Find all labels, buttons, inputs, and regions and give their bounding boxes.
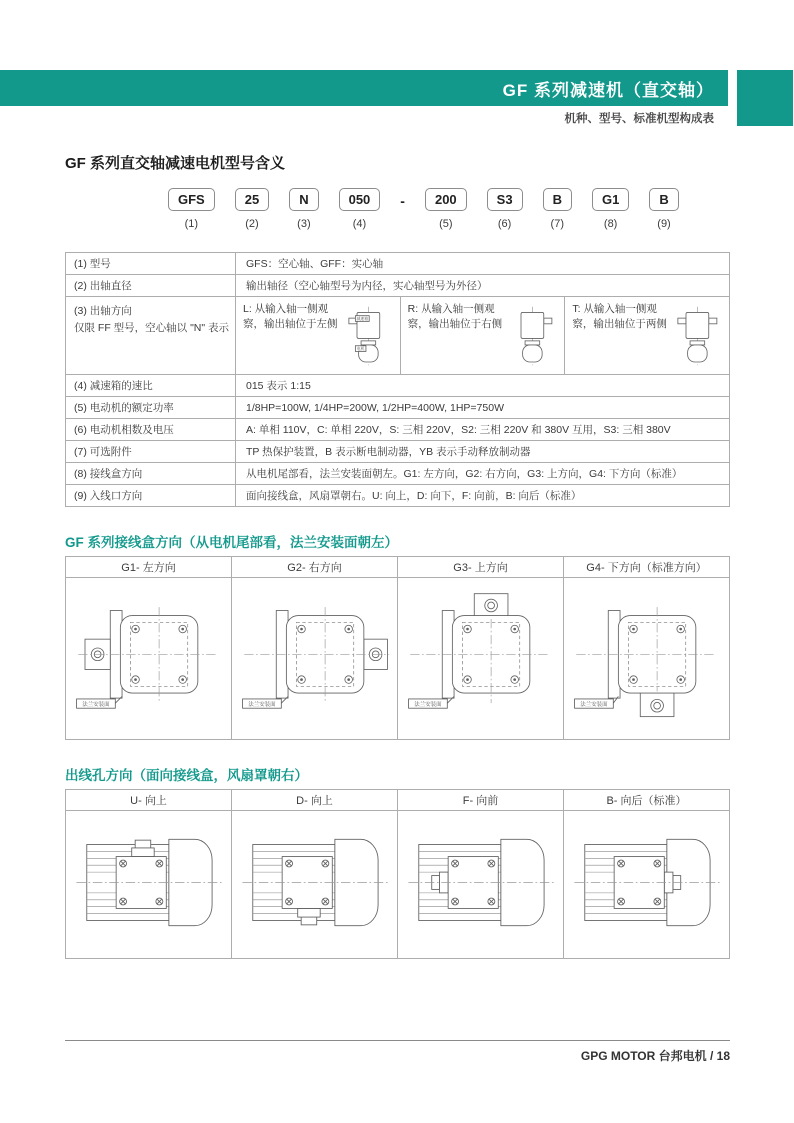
spec-value: GFS：空心轴、GFF：实心轴: [236, 253, 730, 275]
spec-value: 1/8HP=100W, 1/4HP=200W, 1/2HP=400W, 1HP=750W: [236, 397, 730, 419]
diagram-cell-f: [398, 811, 564, 959]
motor-side-view-gland-back-diagram: [569, 822, 725, 943]
table-row: [66, 463, 730, 485]
spec-value: 015 表示 1:15: [236, 375, 730, 397]
table-row: [66, 485, 730, 507]
junction-box-direction-table: [65, 556, 730, 740]
column-header-g1: G1- 左方向: [66, 557, 232, 578]
svg-text:法兰安装面: 法兰安装面: [247, 702, 276, 709]
table-row: [66, 441, 730, 463]
gearmotor-both-shaft-diagram: [673, 303, 725, 369]
shaft-option-left: [236, 297, 401, 374]
table-row: [66, 275, 730, 297]
table-header-row: [66, 790, 730, 811]
spec-label-line1: (3) 出轴方向: [74, 305, 132, 317]
model-code-segment: [339, 188, 381, 230]
header-subtitle: 机种、型号、标准机型构成表: [564, 113, 714, 125]
model-code-box: 25: [235, 188, 269, 211]
shaft-option-right: [401, 297, 566, 374]
column-header-f: F- 向前: [398, 790, 564, 811]
model-code-box: N: [289, 188, 318, 211]
diagram-cell-g3: [398, 578, 564, 740]
model-code-box: GFS: [168, 188, 215, 211]
motor-side-view-gland-down-diagram: [237, 822, 393, 943]
motor-rear-view-box-top-diagram: [405, 592, 557, 720]
model-code-segment: [543, 188, 572, 230]
table-row: [66, 397, 730, 419]
shaft-option-text: L: 从输入轴一侧观察，输出轴位于左侧: [243, 303, 338, 331]
table-header-row: [66, 557, 730, 578]
model-code-segment: [425, 188, 467, 230]
model-code-box: B: [649, 188, 678, 211]
table-row: [66, 419, 730, 441]
spec-value: A: 单相 110V，C: 单相 220V，S: 三相 220V，S2: 三相 220V 和 380V 互用，S3: 三相 380V: [236, 419, 730, 441]
model-code-box: S3: [487, 188, 523, 211]
spec-label-line2: 仅限 FF 型号，空心轴以 "N" 表示: [74, 321, 230, 334]
model-code-box: B: [543, 188, 572, 211]
column-header-d: D- 向上: [232, 790, 398, 811]
diagram-cell-g4: [564, 578, 730, 740]
model-code-segment: [168, 188, 215, 230]
spec-table: [65, 252, 730, 507]
svg-text:法兰安装面: 法兰安装面: [579, 702, 608, 709]
model-code-index: (5): [439, 218, 453, 230]
spec-value: TP 热保护装置，B 表示断电制动器，YB 表示手动释放制动器: [236, 441, 730, 463]
column-header-g3: G3- 上方向: [398, 557, 564, 578]
model-code-index: (2): [245, 218, 259, 230]
page-title: GF 系列直交轴减速电机型号含义: [65, 155, 285, 172]
model-code-index: (7): [550, 218, 564, 230]
motor-side-view-gland-front-diagram: [403, 822, 559, 943]
model-code-index: (9): [657, 218, 671, 230]
svg-text:法兰安装面: 法兰安装面: [413, 702, 442, 709]
header-corner-tab: [737, 70, 793, 126]
model-code-box: 200: [425, 188, 467, 211]
table-row-shaft-direction: [66, 297, 730, 375]
svg-text:减速箱: 减速箱: [356, 315, 368, 321]
motor-rear-view-box-left-diagram: [73, 592, 225, 720]
model-code-segment: [487, 188, 523, 230]
model-code-index: (3): [297, 218, 311, 230]
banner-title: GF 系列减速机（直交轴）: [502, 80, 714, 100]
model-code-separator: -: [400, 193, 405, 209]
spec-value: 面向接线盒，风扇罩朝右。U: 向上，D: 向下，F: 向前，B: 向后（标准）: [236, 485, 730, 507]
spec-label: (8) 接线盒方向: [66, 463, 236, 485]
shaft-option-text: T: 从输入轴一侧观察，输出轴位于两侧: [572, 303, 667, 331]
model-code-index: (8): [603, 218, 618, 230]
spec-label: (9) 入线口方向: [66, 485, 236, 507]
footer-divider: [65, 1040, 730, 1041]
outlet-direction-table: [65, 789, 730, 959]
spec-label: (1) 型号: [66, 253, 236, 275]
spec-label: (2) 出轴直径: [66, 275, 236, 297]
spec-value: 从电机尾部看，法兰安装面朝左。G1: 左方向，G2: 右方向，G3: 上方向，G4: 下方向（标准）: [236, 463, 730, 485]
column-header-g2: G2- 右方向: [232, 557, 398, 578]
spec-label: (5) 电动机的额定功率: [66, 397, 236, 419]
shaft-option-both: [565, 297, 729, 374]
table-row: [66, 578, 730, 740]
gearmotor-right-shaft-diagram: [508, 303, 560, 369]
model-code-box: 050: [339, 188, 381, 211]
table-row: [66, 375, 730, 397]
model-code-segment: [289, 188, 318, 230]
svg-text:电机: 电机: [356, 346, 365, 352]
svg-text:法兰安装面: 法兰安装面: [81, 702, 110, 709]
junction-box-section-title: GF 系列接线盒方向（从电机尾部看，法兰安装面朝左）: [65, 535, 398, 550]
model-code-segment: [592, 188, 629, 230]
diagram-cell-d: [232, 811, 398, 959]
model-code-row: [168, 188, 679, 230]
spec-value: 输出轴径（空心轴型号为内径，实心轴型号为外径）: [236, 275, 730, 297]
shaft-direction-options: [236, 297, 729, 374]
model-code-box: G1: [592, 188, 629, 211]
spec-label: [66, 297, 236, 375]
outlet-section-title: 出线孔方向（面向接线盒，风扇罩朝右）: [65, 768, 308, 783]
motor-rear-view-box-right-diagram: [239, 592, 391, 720]
motor-rear-view-box-bottom-diagram: [571, 592, 723, 720]
diagram-cell-g1: [66, 578, 232, 740]
model-code-segment: [649, 188, 678, 230]
spec-label: (7) 可选附件: [66, 441, 236, 463]
table-row: [66, 253, 730, 275]
column-header-u: U- 向上: [66, 790, 232, 811]
model-code-index: (6): [497, 218, 512, 230]
motor-side-view-gland-up-diagram: [71, 822, 227, 943]
diagram-cell-b: [564, 811, 730, 959]
header-banner: [0, 70, 728, 106]
shaft-option-text: R: 从输入轴一侧观察，输出轴位于右侧: [407, 303, 503, 331]
gearmotor-left-shaft-diagram: [344, 303, 396, 369]
model-code-segment: [235, 188, 269, 230]
diagram-cell-u: [66, 811, 232, 959]
footer-page-info: GPG MOTOR 台邦电机 / 18: [580, 1049, 730, 1063]
spec-label: (4) 减速箱的速比: [66, 375, 236, 397]
spec-label: (6) 电动机相数及电压: [66, 419, 236, 441]
model-code-index: (4): [352, 218, 367, 230]
table-row: [66, 811, 730, 959]
column-header-g4: G4- 下方向（标准方向）: [564, 557, 730, 578]
column-header-b: B- 向后（标准）: [564, 790, 730, 811]
model-code-index: (1): [184, 218, 199, 230]
diagram-cell-g2: [232, 578, 398, 740]
